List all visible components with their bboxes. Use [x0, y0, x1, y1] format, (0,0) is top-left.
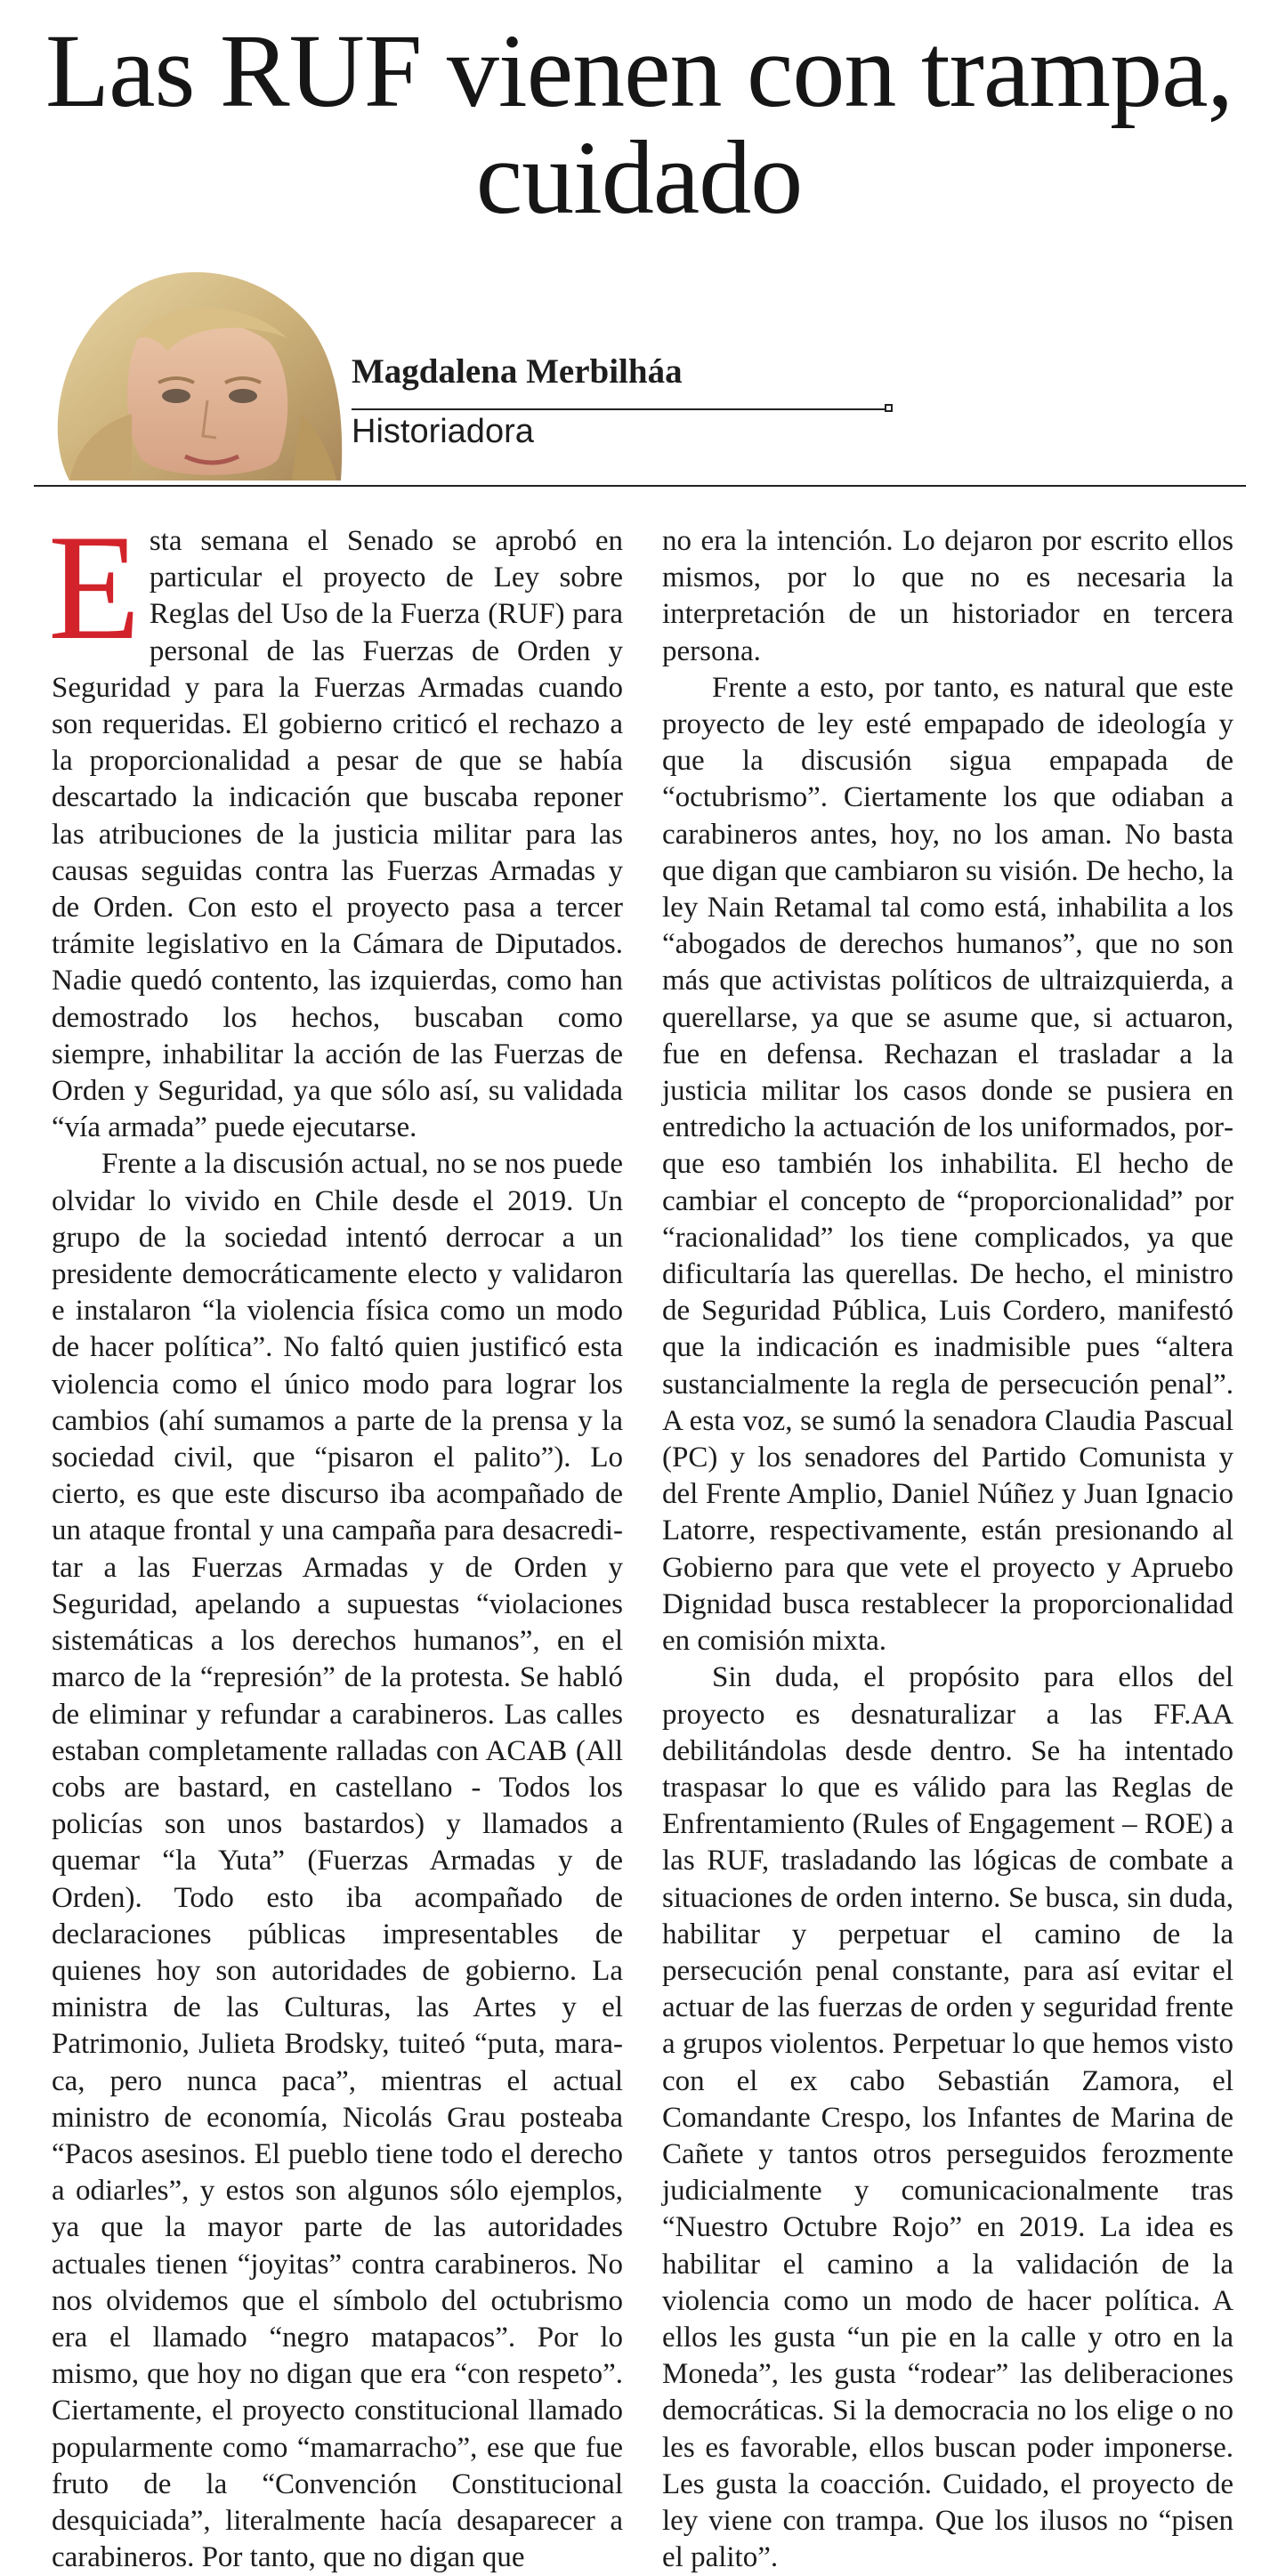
article-paragraph — [48, 504, 623, 1146]
article-paragraph: no era la intención. Lo dejaron por escrito ellos mismos, por lo que no es necesaria la interpretación de un historiador en tercera persona. — [662, 525, 1234, 667]
article-paragraph: Frente a esto, por tanto, es natural que este proyecto de ley esté empapado de ideología y que la discusión sigua empapada de “octubrismo”. Ciertamente los que odiaban a carabineros antes, hoy, no los aman. No basta que digan que cambiaron su visión. De hecho, la ley Nain Retamal tal como está, inhabilita a los “abogados de derechos humanos”, que no son más que activistas políticos de ultraizquierda, a querellarse, ya que se asume que, si actuaron, fue en defensa. Rechazan el trasladar a la justicia militar los casos donde se pusiera en entredicho la actuación de los uniformados, porque eso también los inhabilita. El hecho de cambiar el concepto de “proporcionalidad” por “racionalidad” los tiene complicados, ya que dificultaría las querellas. De hecho, el ministro de Seguridad Pública, Luis Cordero, manifestó que la indicación es inadmisible pues “altera sustancialmente la regla de persecución penal”. A esta voz, se sumó la senadora Claudia Pascual (PC) y los senadores del Partido Comunista y del Frente Amplio, Daniel Núñez y Juan Ignacio Latorre, respectivamente, están presionando al Gobierno para que vete el proyecto y Apruebo Dignidad busca restablecer la proporcionalidad en comisión mixta. — [662, 671, 1234, 1658]
divider-end-square — [885, 404, 893, 412]
paragraph-text: sta semana el Senado se aprobó en particular el proyecto de Ley sobre Reglas del Uso de la Fuerza (RUF) para personal de las Fuerzas de Orden y Seguridad y para la Fuerzas Armadas cuando son requeridas. El gobierno criticó el rechazo a la proporcionalidad a pesar de que se había descartado la indicación que buscaba reponer las atribuciones de la justicia militar para las causas seguidas contra las Fuerzas Armadas y de Orden. Con esto el proyecto pasa a tercer trámite legislativo en la Cámara de Diputados. Nadie quedó contento, las izquierdas, como han demostrado los hechos, buscaban como siempre, inhabilitar la acción de las Fuerzas de Orden y Seguridad, ya que sólo así, su validada “vía armada” puede ejecutarse. — [52, 525, 623, 1144]
drop-cap: E — [48, 504, 141, 671]
author-divider — [352, 408, 888, 410]
article-paragraph: Sin duda, el propósito para ellos del proyecto es desnaturalizar a las FF.AA debilitándolas desde dentro. Se ha intentado traspasar lo que es válido para las Reglas de Enfrentamiento (Rules of Engagement – ROE) a las RUF, trasladando las lógicas de combate a situaciones de orden interno. Se busca, sin duda, habilitar y perpetuar el camino de la persecución penal constante, para así evitar el actuar de las fuerzas de orden y seguridad frente a grupos violentos. Perpetuar lo que hemos visto con el ex cabo Sebastián Zamora, el Comandante Crespo, los Infantes de Marina de Cañete y tantos otros perseguidos ferozmente judicialmente y comunicacionalmente tras “Nuestro Octubre Rojo” en 2019. La idea es habilitar el camino a la validación de la violencia como un modo de hacer política. A ellos les gusta “un pie en la calle y otro en la Moneda”, les gusta “rodear” las deliberaciones democráticas. Si la democracia no los elige o no les es favorable, ellos buscan poder imponerse. Les gusta la coacción. Cuidado, el proyecto de ley viene con trampa. Que los ilusos no “pisen el palito”. — [662, 1661, 1234, 2574]
headline: Las RUF vienen con trampa, cuidado — [45, 12, 1233, 236]
article-paragraph: Frente a la discusión actual, no se nos puede olvidar lo vivido en Chile desde el 2019. Un grupo de la sociedad intentó derrocar a un presidente democráticamente electo y validaron e instalaron “la violencia física como un modo de hacer política”. No faltó quien justificó esta violencia como el único modo para lograr los cambios (ahí sumamos a parte de la prensa y la sociedad civil, que “pisaron el palito”). Lo cierto, es que este discurso iba acompañado de un ataque frontal y una campaña para desacreditar a las Fuerzas Armadas y de Orden y Seguridad, apelando a supuestas “violaciones sistemáticas a los derechos humanos”, en el marco de la “represión” de la protesta. Se habló de eliminar y refundar a carabineros. Las calles estaban completamente ralladas con ACAB (All cobs are bastard, en castellano - Todos los policías son unos bastardos) y llamados a quemar “la Yuta” (Fuerzas Armadas y de Orden). Todo esto iba acompañado de declaraciones públicas impresentables de quienes hoy son autoridades de gobierno. La ministra de las Culturas, las Artes y el Patrimonio, Julieta Brodsky, tuiteó “puta, maraca, pero nunca paca”, mientras el actual ministro de economía, Nicolás Grau posteaba “Pacos asesinos. El pueblo tiene todo el derecho a odiarles”, y estos son algunos sólo ejemplos, ya que la mayor parte de las autoridades actuales tienen “joyitas” contra carabineros. No nos olvidemos que el símbolo del octubrismo era el llamado “negro matapacos”. Por lo mismo, que hoy no digan que era “con respeto”. Ciertamente, el proyecto constitucional llamado popularmente como “mamarracho”, ese que fue fruto de la “Convención Constitucional desquiciada”, literalmente hacía desaparecer a carabineros. Por tanto, que no digan que — [52, 1148, 623, 2574]
header-divider — [34, 485, 1246, 487]
article-column-left — [48, 504, 623, 2574]
author-role: Historiadora — [352, 413, 534, 450]
article-column-right — [662, 523, 1234, 2574]
author-name: Magdalena Merbilháa — [352, 352, 683, 391]
author-photo-illustration — [34, 254, 363, 480]
author-portrait — [34, 254, 363, 480]
